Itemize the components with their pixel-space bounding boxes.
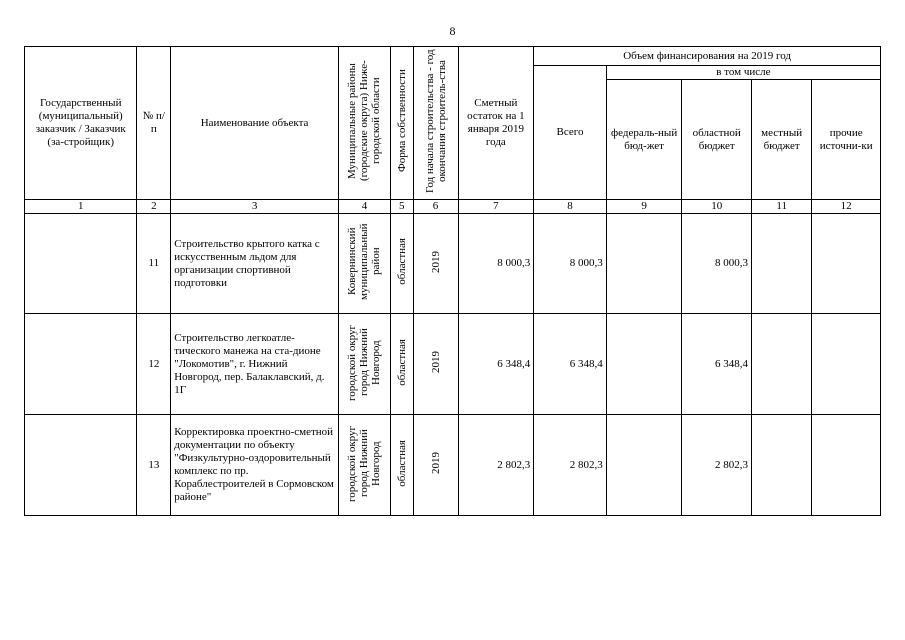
cell-regional: 2 802,3: [682, 415, 752, 516]
cell-customer: [25, 314, 137, 415]
column-number: 3: [171, 200, 339, 214]
cell-balance: 2 802,3: [458, 415, 534, 516]
cell-regional: 6 348,4: [682, 314, 752, 415]
header-ownership: Форма собственности: [391, 47, 413, 200]
cell-ownership: областная: [391, 314, 413, 415]
cell-object-name: Корректировка проектно-сметной документации по объекту "Физкультурно-оздоровительный комплекс по пр. Кораблестроителей в Сормовском районе": [171, 415, 339, 516]
cell-year: 2019: [413, 314, 458, 415]
column-number: 12: [812, 200, 881, 214]
financing-table: [24, 46, 881, 516]
cell-ownership: областная: [391, 214, 413, 314]
cell-federal: [606, 415, 682, 516]
column-number: 7: [458, 200, 534, 214]
cell-balance: 6 348,4: [458, 314, 534, 415]
cell-year: 2019: [413, 214, 458, 314]
cell-district: городской округ город Нижний Новгород: [338, 415, 390, 516]
cell-total: 8 000,3: [534, 214, 607, 314]
header-districts: Муниципальные районы (городские округа) Ниже-городской области: [338, 47, 390, 200]
header-years: Год начала строительства - год окончания строитель-ства: [413, 47, 458, 200]
header-federal: федераль-ный бюд-жет: [606, 80, 682, 200]
cell-federal: [606, 314, 682, 415]
table-row: [25, 415, 881, 516]
header-other: прочие источни-ки: [812, 80, 881, 200]
column-number: 6: [413, 200, 458, 214]
page-number: 8: [449, 24, 456, 38]
cell-regional: 8 000,3: [682, 214, 752, 314]
header-object-name: Наименование объекта: [171, 47, 339, 200]
column-number: 11: [752, 200, 812, 214]
header-num: № п/п: [137, 47, 171, 200]
cell-other: [812, 415, 881, 516]
header-local: местный бюджет: [752, 80, 812, 200]
header-customer: Государственный (муниципальный) заказчик / Заказчик (за-стройщик): [25, 47, 137, 200]
table-row: [25, 214, 881, 314]
column-number: 5: [391, 200, 413, 214]
cell-customer: [25, 214, 137, 314]
cell-num: 13: [137, 415, 171, 516]
column-number: 1: [25, 200, 137, 214]
cell-num: 12: [137, 314, 171, 415]
cell-year: 2019: [413, 415, 458, 516]
column-number-row: [25, 200, 881, 214]
cell-local: [752, 415, 812, 516]
cell-local: [752, 314, 812, 415]
column-number: 2: [137, 200, 171, 214]
cell-other: [812, 314, 881, 415]
cell-federal: [606, 214, 682, 314]
column-number: 8: [534, 200, 607, 214]
cell-num: 11: [137, 214, 171, 314]
header-balance: Сметный остаток на 1 января 2019 года: [458, 47, 534, 200]
cell-other: [812, 214, 881, 314]
cell-object-name: Строительство легкоатле-тического манежа на ста-дионе "Локомотив", г. Нижний Новгород, пер. Балаклавский, д. 1Г: [171, 314, 339, 415]
header-regional: областной бюджет: [682, 80, 752, 200]
cell-object-name: Строительство крытого катка с искусственным льдом для организации спортивной подготовки: [171, 214, 339, 314]
header-including: в том числе: [606, 66, 880, 80]
cell-ownership: областная: [391, 415, 413, 516]
column-number: 9: [606, 200, 682, 214]
table-row: [25, 314, 881, 415]
cell-total: 6 348,4: [534, 314, 607, 415]
column-number: 10: [682, 200, 752, 214]
cell-customer: [25, 415, 137, 516]
cell-district: Ковернинский муниципальный район: [338, 214, 390, 314]
header-financing: Объем финансирования на 2019 год: [534, 47, 881, 66]
cell-balance: 8 000,3: [458, 214, 534, 314]
header-total: Всего: [534, 66, 607, 200]
cell-total: 2 802,3: [534, 415, 607, 516]
cell-local: [752, 214, 812, 314]
column-number: 4: [338, 200, 390, 214]
cell-district: городской округ город Нижний Новгород: [338, 314, 390, 415]
